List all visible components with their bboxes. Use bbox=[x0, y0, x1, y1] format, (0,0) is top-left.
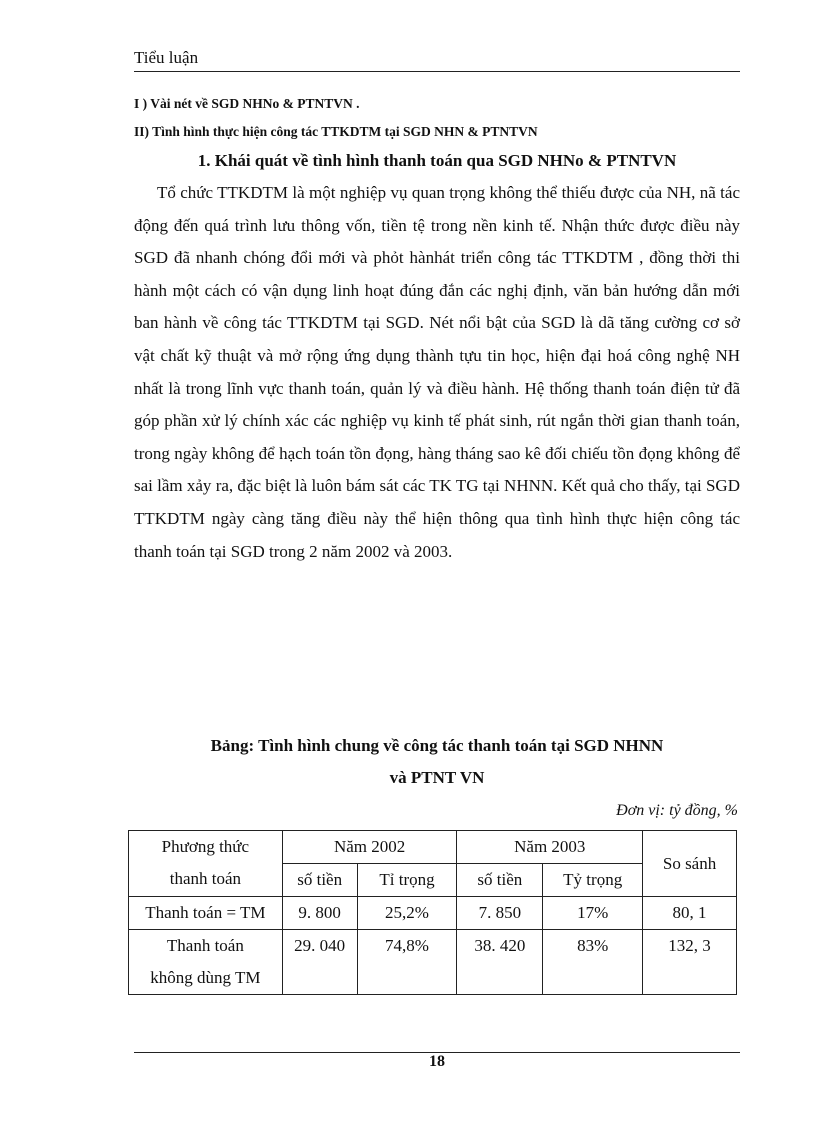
body-paragraph: Tổ chức TTKDTM là một nghiệp vụ quan trọng không thể thiếu được của NH, nã tác động đến quá trình lưu thông vốn, tiền tệ trong nền kinh tế. Nhận thức được điều này SGD đã nhanh chóng đổi mới và phỏt hànhát triển công tác TTKDTM , đồng thời thi hành một cách có vận dụng linh hoạt đúng đắn các nghị định, văn bản hướng dẫn mới ban hành về công tác TTKDTM tại SGD. Nét nổi bật của SGD là dã tăng cường cơ sở vật chất kỹ thuật và mở rộng ứng dụng thành tựu tin học, hiện đại hoá công nghệ NH nhất là trong lĩnh vực thanh toán, quản lý và điều hành. Hệ thống thanh toán điện tử đã góp phần xử lý chính xác các nghiệp vụ kinh tế phát sinh, rút ngắn thời gian thanh toán, trong ngày không để hạch toán tồn đọng, hàng tháng sao kê đối chiếu tồn đọng không để sai lầm xảy ra, đặc biệt là luôn bám sát các TK TG tại NHNN. Kết quả cho thấy, tại SGD TTKDTM ngày càng tăng điều này thể hiện thông qua tình hình thực hiện công tác thanh toán tại SGD trong 2 năm 2002 và 2003. bbox=[134, 183, 740, 561]
table-title-line-1: Bảng: Tình hình chung về công tác thanh toán tại SGD NHNN bbox=[210, 736, 664, 755]
header-divider bbox=[134, 71, 740, 72]
row-share-2002: 25,2% bbox=[357, 897, 457, 930]
header-share-2003: Tỷ trọng bbox=[543, 864, 643, 897]
row-amount-2002: 9. 800 bbox=[282, 897, 357, 930]
header-method-line-1: Phương thức bbox=[161, 837, 250, 856]
row-compare: 80, 1 bbox=[643, 897, 737, 930]
row-method-line-1: Thanh toán bbox=[166, 936, 244, 955]
header-amount-2003: số tiền bbox=[457, 864, 543, 897]
page-header-title: Tiểu luận bbox=[134, 48, 199, 67]
header-share-2002: Tỉ trọng bbox=[357, 864, 457, 897]
section-heading: 1. Khái quát về tình hình thanh toán qua SGD NHNo & PTNTVN bbox=[197, 151, 677, 170]
outline-item-1: I ) Vài nét về SGD NHNo & PTNTVN . bbox=[134, 96, 360, 111]
row-amount-2003: 7. 850 bbox=[457, 897, 543, 930]
table-unit-note: Đơn vị: tỷ đồng, % bbox=[616, 802, 738, 819]
table-header-row bbox=[129, 831, 737, 864]
row-amount-2002: 29. 040 bbox=[282, 930, 357, 995]
header-amount-2002: số tiền bbox=[282, 864, 357, 897]
header-year-2003: Năm 2003 bbox=[457, 831, 643, 864]
row-method-line-2: không dùng TM bbox=[150, 968, 261, 987]
table-row bbox=[129, 930, 737, 995]
page-number: 18 bbox=[429, 1053, 445, 1070]
header-year-2002: Năm 2002 bbox=[282, 831, 457, 864]
outline-item-2: II) Tình hình thực hiện công tác TTKDTM tại SGD NHN & PTNTVN bbox=[134, 124, 538, 139]
row-method: Thanh toán = TM bbox=[129, 897, 283, 930]
row-share-2002: 74,8% bbox=[357, 930, 457, 995]
table-title-line-2: và PTNT VN bbox=[389, 768, 485, 787]
header-compare: So sánh bbox=[643, 831, 737, 897]
header-method-cell bbox=[129, 831, 283, 897]
table-row bbox=[129, 897, 737, 930]
row-share-2003: 83% bbox=[543, 930, 643, 995]
row-amount-2003: 38. 420 bbox=[457, 930, 543, 995]
row-method-cell bbox=[129, 930, 283, 995]
header-method-line-2: thanh toán bbox=[169, 869, 242, 888]
row-compare: 132, 3 bbox=[643, 930, 737, 995]
row-share-2003: 17% bbox=[543, 897, 643, 930]
payment-stats-table bbox=[128, 830, 737, 995]
